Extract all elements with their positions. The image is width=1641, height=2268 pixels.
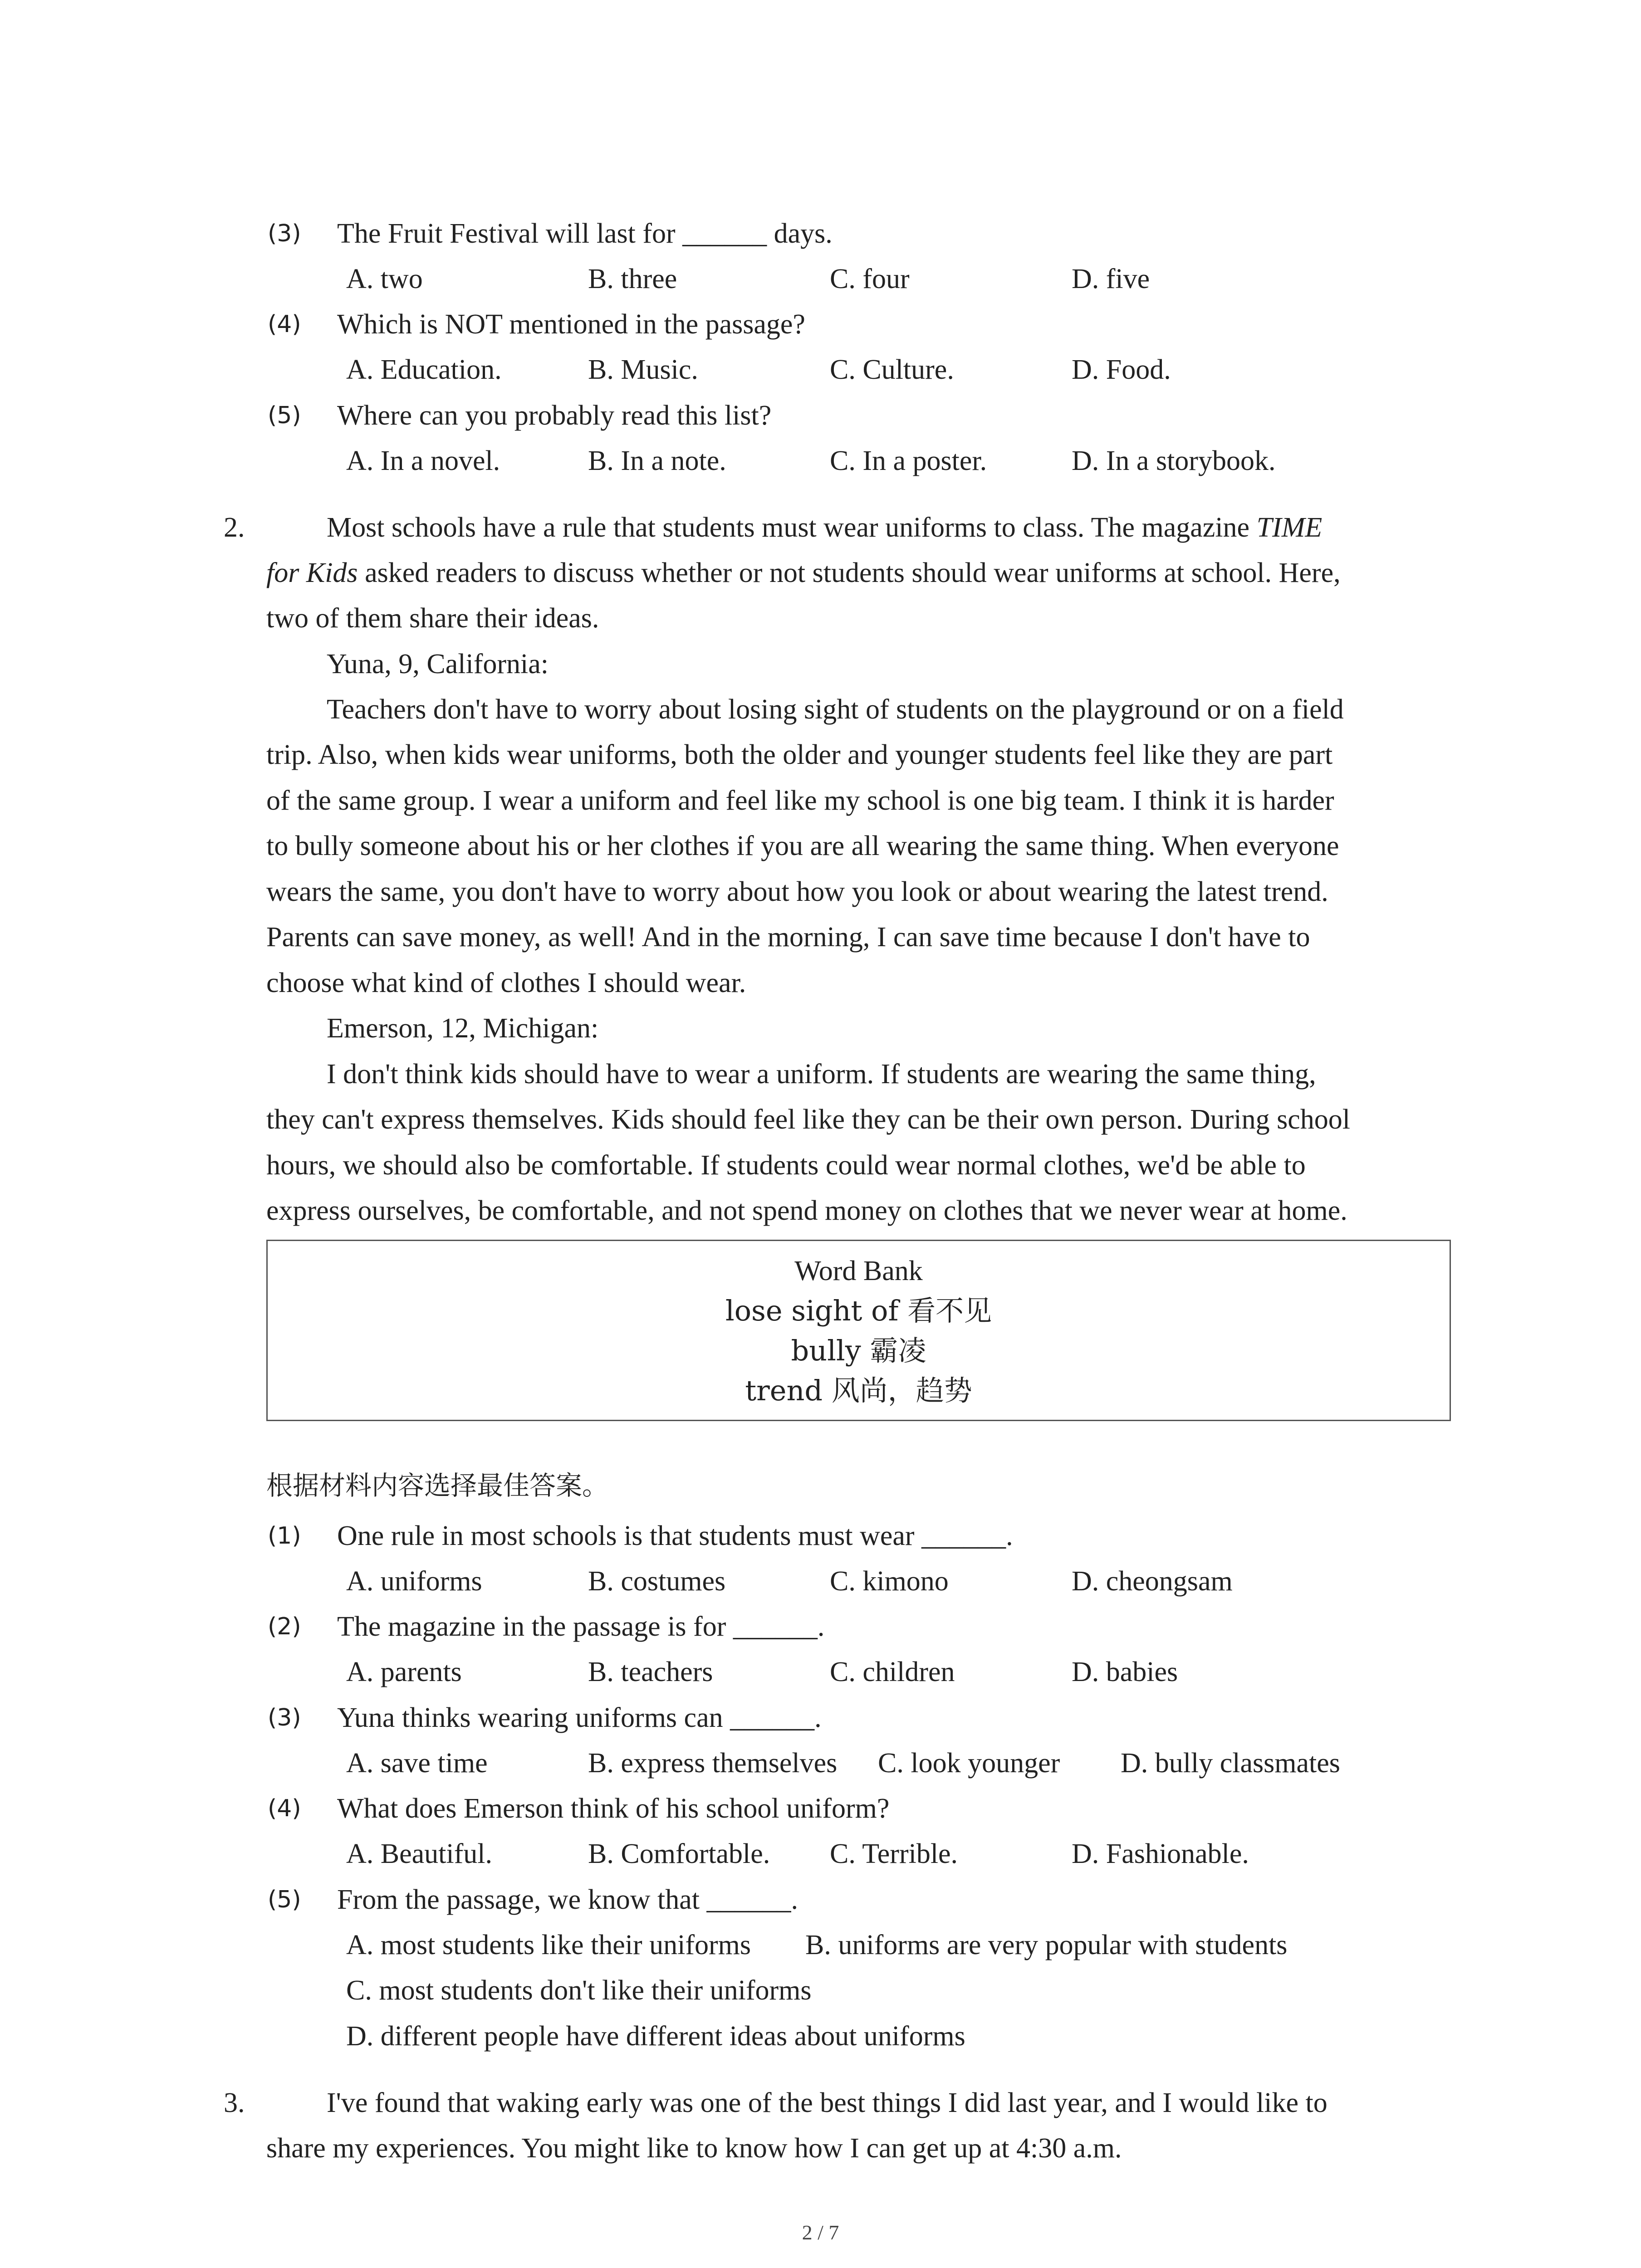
option-b: B. costumes [588,1566,726,1597]
option-c: C. Culture. [830,354,954,385]
passage-line: choose what kind of clothes I should wear. [266,968,746,998]
option-d: D. different people have different ideas about uniforms [346,2021,965,2052]
option-b: B. express themselves [588,1748,838,1779]
word-bank-item: lose sight of 看不见 [725,1294,992,1327]
option-d: D. five [1072,264,1150,294]
passage-line: for Kids asked readers to discuss whether or not students should wear uniforms at school. Here, [266,557,1341,588]
question-stem: Where can you probably read this list? [337,400,772,431]
question-number: (3) [268,1704,301,1731]
option-b: B. Music. [588,354,698,385]
passage-number: 3. [224,2087,245,2118]
option-b: B. uniforms are very popular with students [805,1930,1288,1960]
option-c: C. Terrible. [830,1838,958,1869]
passage-line: trip. Also, when kids wear uniforms, both the older and younger students feel like they are part [266,739,1333,770]
option-b: B. In a note. [588,445,726,476]
question-number: (1) [268,1522,301,1549]
option-a: A. most students like their uniforms [346,1930,751,1960]
option-b: B. teachers [588,1657,713,1687]
passage-line: Most schools have a rule that students must wear uniforms to class. The magazine TIME [327,512,1323,543]
passage-line: I don't think kids should have to wear a uniform. If students are wearing the same thing, [327,1059,1316,1090]
passage-line: to bully someone about his or her clothes if you are all wearing the same thing. When everyone [266,831,1339,861]
question-stem: Which is NOT mentioned in the passage? [337,309,805,340]
word-bank-box [266,1240,1451,1421]
passage-line: hours, we should also be comfortable. If students could wear normal clothes, we'd be able to [266,1150,1306,1181]
question-number: (3) [268,220,301,247]
speaker-heading: Yuna, 9, California: [327,649,549,679]
option-b: B. Comfortable. [588,1838,770,1869]
question-number: (4) [268,311,301,338]
option-c: C. In a poster. [830,445,987,476]
question-stem: From the passage, we know that ______. [337,1884,798,1915]
question-number: (2) [268,1613,301,1640]
passage-line: Teachers don't have to worry about losing sight of students on the playground or on a field [327,694,1344,725]
question-number: (5) [268,1886,301,1913]
question-stem: Yuna thinks wearing uniforms can ______. [337,1702,822,1733]
speaker-heading: Emerson, 12, Michigan: [327,1013,599,1044]
passage-line: Parents can save money, as well! And in the morning, I can save time because I don't have to [266,922,1310,953]
option-d: D. cheongsam [1072,1566,1233,1597]
option-a: A. uniforms [346,1566,482,1597]
option-a: A. Education. [346,354,502,385]
option-a: A. save time [346,1748,488,1779]
option-d: D. In a storybook. [1072,445,1276,476]
option-a: A. In a novel. [346,445,500,476]
question-stem: The magazine in the passage is for ______. [337,1611,825,1642]
question-stem: What does Emerson think of his school uniform? [337,1793,890,1824]
question-stem: The Fruit Festival will last for ______ days. [337,218,833,249]
option-a: A. Beautiful. [346,1838,492,1869]
passage-line: of the same group. I wear a uniform and feel like my school is one big team. I think it is harder [266,785,1334,816]
question-number: (5) [268,402,301,429]
word-bank-item: bully 霸凌 [791,1334,926,1367]
question-number: (4) [268,1795,301,1822]
option-b: B. three [588,264,677,294]
question-stem: One rule in most schools is that students must wear ______. [337,1520,1013,1551]
word-bank-item: trend 风尚，趋势 [745,1374,972,1407]
passage-number: 2. [224,512,245,543]
passage-line: express ourselves, be comfortable, and not spend money on clothes that we never wear at home. [266,1195,1347,1226]
option-d: D. babies [1072,1657,1178,1687]
option-c: C. look younger [878,1748,1060,1779]
instruction-text: 根据材料内容选择最佳答案。 [266,1470,609,1501]
option-a: A. parents [346,1657,462,1687]
option-c: C. children [830,1657,955,1687]
option-c: C. four [830,264,910,294]
option-d: D. bully classmates [1121,1748,1340,1779]
passage-line: I've found that waking early was one of the best things I did last year, and I would like to [327,2087,1327,2118]
passage-line: wears the same, you don't have to worry about how you look or about wearing the latest trend. [266,876,1328,907]
magazine-title: TIME [1256,512,1323,543]
option-c: C. kimono [830,1566,949,1597]
page-indicator: 2 / 7 [802,2221,839,2244]
word-bank-title: Word Bank [794,1256,923,1286]
option-d: D. Fashionable. [1072,1838,1249,1869]
passage-line: two of them share their ideas. [266,603,599,634]
option-a: A. two [346,264,423,294]
option-c: C. most students don't like their uniforms [346,1975,812,2006]
option-d: D. Food. [1072,354,1171,385]
passage-line: they can't express themselves. Kids should feel like they can be their own person. During school [266,1104,1350,1135]
passage-line: share my experiences. You might like to know how I can get up at 4:30 a.m. [266,2133,1122,2164]
magazine-title: for Kids [266,557,358,588]
